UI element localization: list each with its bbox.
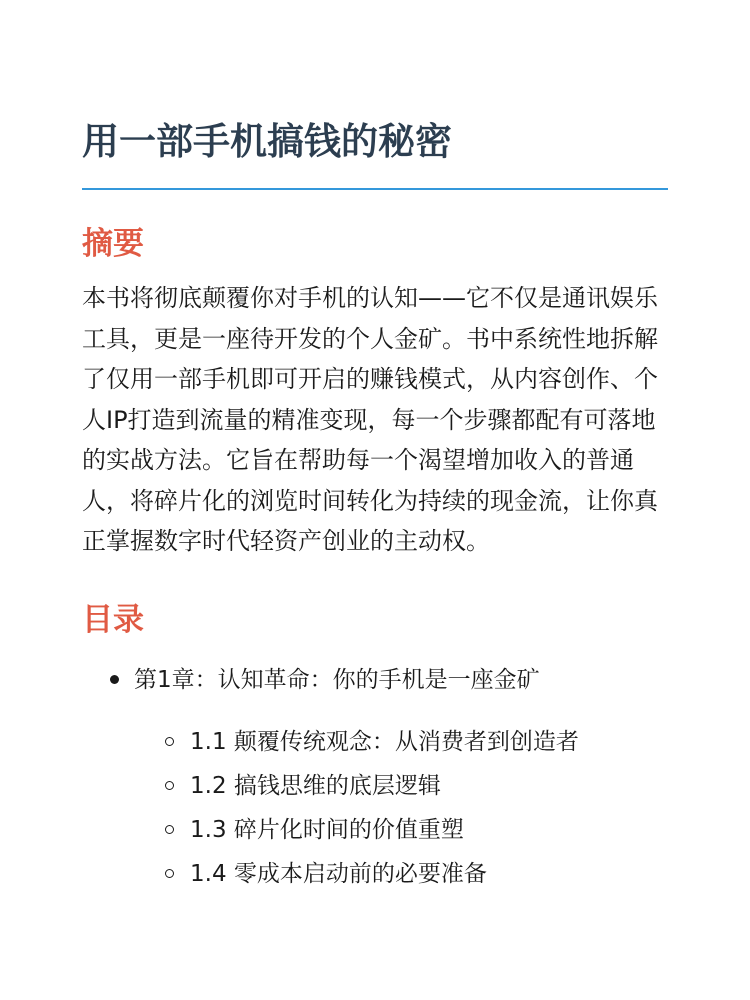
bullet-disc-icon bbox=[110, 675, 119, 684]
document-title: 用一部手机搞钱的秘密 bbox=[82, 118, 668, 190]
toc-section-item bbox=[190, 720, 668, 764]
summary-text: 本书将彻底颠覆你对手机的认知——它不仅是通讯娱乐工具，更是一座待开发的个人金矿。书中系统性地拆解了仅用一部手机即可开启的赚钱模式，从内容创作、个人IP打造到流量的精准变现，每一个步骤都配有可落地的实战方法。它旨在帮助每一个渴望增加收入的普通人，将碎片化的浏览时间转化为持续的现金流，让你真正掌握数字时代轻资产创业的主动权。 bbox=[82, 284, 658, 555]
summary-heading: 摘要 bbox=[82, 226, 144, 262]
chapter-1-sections bbox=[134, 720, 668, 896]
table-of-contents bbox=[82, 660, 668, 896]
toc-section-item bbox=[190, 852, 668, 896]
toc-heading: 目录 bbox=[82, 601, 144, 638]
section-label: 1.2 搞钱思维的底层逻辑 bbox=[190, 772, 441, 799]
section-label: 1.4 零成本启动前的必要准备 bbox=[190, 860, 487, 887]
toc-section-item bbox=[190, 764, 668, 808]
bullet-circle-icon bbox=[165, 825, 174, 834]
section-label: 1.3 碎片化时间的价值重塑 bbox=[190, 816, 464, 843]
bullet-circle-icon bbox=[165, 781, 174, 790]
section-label: 1.1 颠覆传统观念：从消费者到创造者 bbox=[190, 728, 579, 755]
chapter-label: 第1章：认知革命：你的手机是一座金矿 bbox=[134, 666, 540, 693]
bullet-circle-icon bbox=[165, 869, 174, 878]
toc-chapter-1 bbox=[82, 660, 668, 896]
toc-section-item bbox=[190, 808, 668, 852]
bullet-circle-icon bbox=[165, 737, 174, 746]
